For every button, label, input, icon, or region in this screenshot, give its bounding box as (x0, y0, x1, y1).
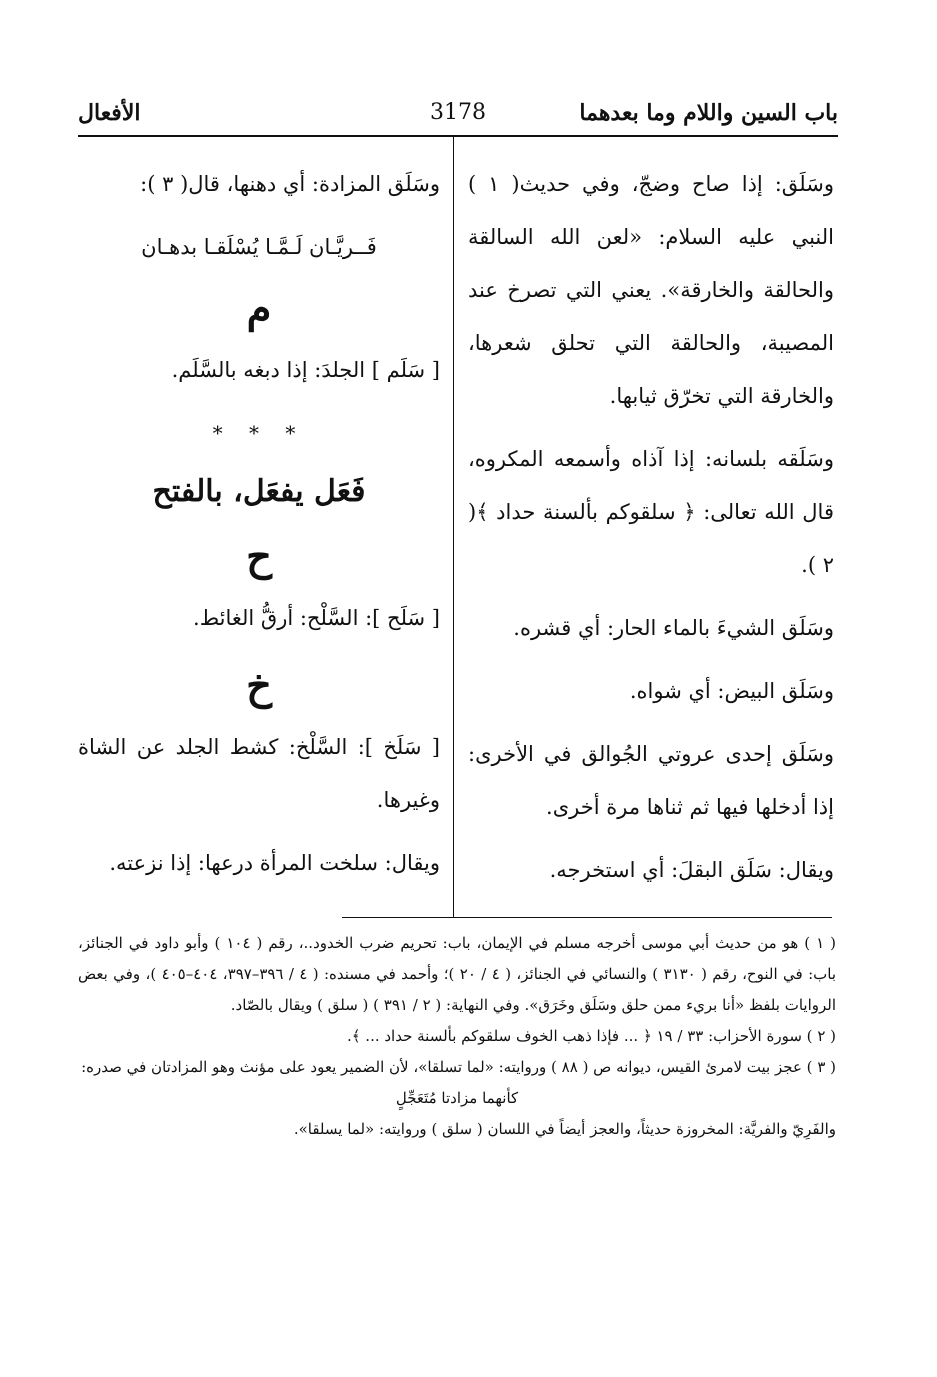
footnote-3-verse: كأنهما مزادتا مُتَعَجِّلٍ (395, 1089, 519, 1107)
entry-salaq-shout: وسَلَق: إذا صاح وضجّ، وفي حديث( ١ ) النبي عليه السلام: «لعن الله السالقة والحالقة والخارقة». يعني التي تصرخ عند المصيبة، والحالقة التي تحلق شعرها، والخارقة التي تخرّق ثيابها. (468, 172, 834, 408)
letter-heading-ha: ح (246, 533, 272, 580)
footnote-2: ( ٢ ) سورة الأحزاب: ٣٣ / ١٩ ﴿ ... فإذا ذهب الخوف سلقوكم بألسنة حداد ... ﴾. (346, 1027, 836, 1045)
entry-salaq-herb: ويقال: سَلَق البقلَ: أي استخرجه. (549, 858, 834, 882)
footnote-1: ( ١ ) هو من حديث أبي موسى أخرجه مسلم في الإيمان، باب: تحريم ضرب الخدود..، رقم ( ١٠٤ ) وأبو داود في الجنائز، باب: في النوح، رقم ( ٣١٣٠ ) والنسائي في الجنائز، ( ٤ / ٢٠ )؛ وأحمد في مسنده: ( ٤ / ٣٩٦–٣٩٧، ٤٠٤–٤٠٥ )، وفي بعض الروايات بلفظ «أنا بريء ممن حلق وسَلَق وخَرَق». وفي النهاية: ( ٢ / ٣٩١ ) ( سلق ) ويقال بالصّاد. (78, 934, 837, 1014)
header-rule (78, 135, 838, 137)
page-header (78, 96, 838, 136)
footnote-3: ( ٣ ) عجز بيت لامرئ القيس، ديوانه ص ( ٨٨ ) وروايته: «لما تسلقا»، لأن الضمير يعود على مؤنث وهو المزادتان في صدره: (81, 1058, 836, 1076)
section-separator: * * * (212, 421, 306, 445)
entry-salaq-hot-water: وسَلَق الشيءَ بالماء الحار: أي قشره. (513, 616, 834, 640)
entry-salakh: [ سَلَخ ]: السَّلْخ: كشط الجلد عن الشاة وغيرها. (78, 735, 440, 812)
chapter-header-title: باب السين واللام وما بعدهما (579, 100, 838, 126)
chapter-heading: فَعَل يفعَل، بالفتح (152, 474, 366, 509)
column-divider (453, 137, 454, 917)
left-column (78, 158, 440, 900)
entry-salaq-egg: وسَلَق البيض: أي شواه. (629, 679, 834, 703)
poetry-verse: فَــريَّـان لَـمَّـا يُسْلَقـا بدهـان (141, 235, 377, 259)
page-number: 3178 (430, 100, 486, 125)
footnotes (78, 928, 836, 1145)
footnote-3-tail: والفَرِيّ والفريَّة: المخروزة حديثاً، والعجز أيضاً في اللسان ( سلق ) وروايته: «لما يسلقا». (293, 1120, 836, 1138)
entry-salam: [ سَلَم ] الجلدَ: إذا دبغه بالسَّلَم. (171, 358, 440, 382)
section-header-title: الأفعال (78, 100, 141, 126)
entry-salaq-tongue: وسَلَقه بلسانه: إذا آذاه وأسمعه المكروه، قال الله تعالى: ﴿ سلقوكم بألسنة حداد ﴾( ٢ ). (468, 447, 834, 577)
entry-salah: [ سَلَح ]: السَّلْح: أرقُّ الغائط. (193, 606, 440, 630)
entry-salakhat: ويقال: سلخت المرأة درعها: إذا نزعته. (109, 851, 440, 875)
footnote-rule (342, 917, 832, 918)
letter-heading-kha: خ (246, 662, 272, 709)
entry-salaq-waterskin: وسَلَق المزادة: أي دهنها، قال( ٣ ): (140, 172, 440, 196)
entry-salaq-sack: وسَلَق إحدى عروتي الجُوالق في الأخرى: إذا أدخلها فيها ثم ثناها مرة أخرى. (468, 742, 834, 819)
letter-heading-mim: م (246, 285, 272, 332)
right-column (468, 158, 834, 907)
